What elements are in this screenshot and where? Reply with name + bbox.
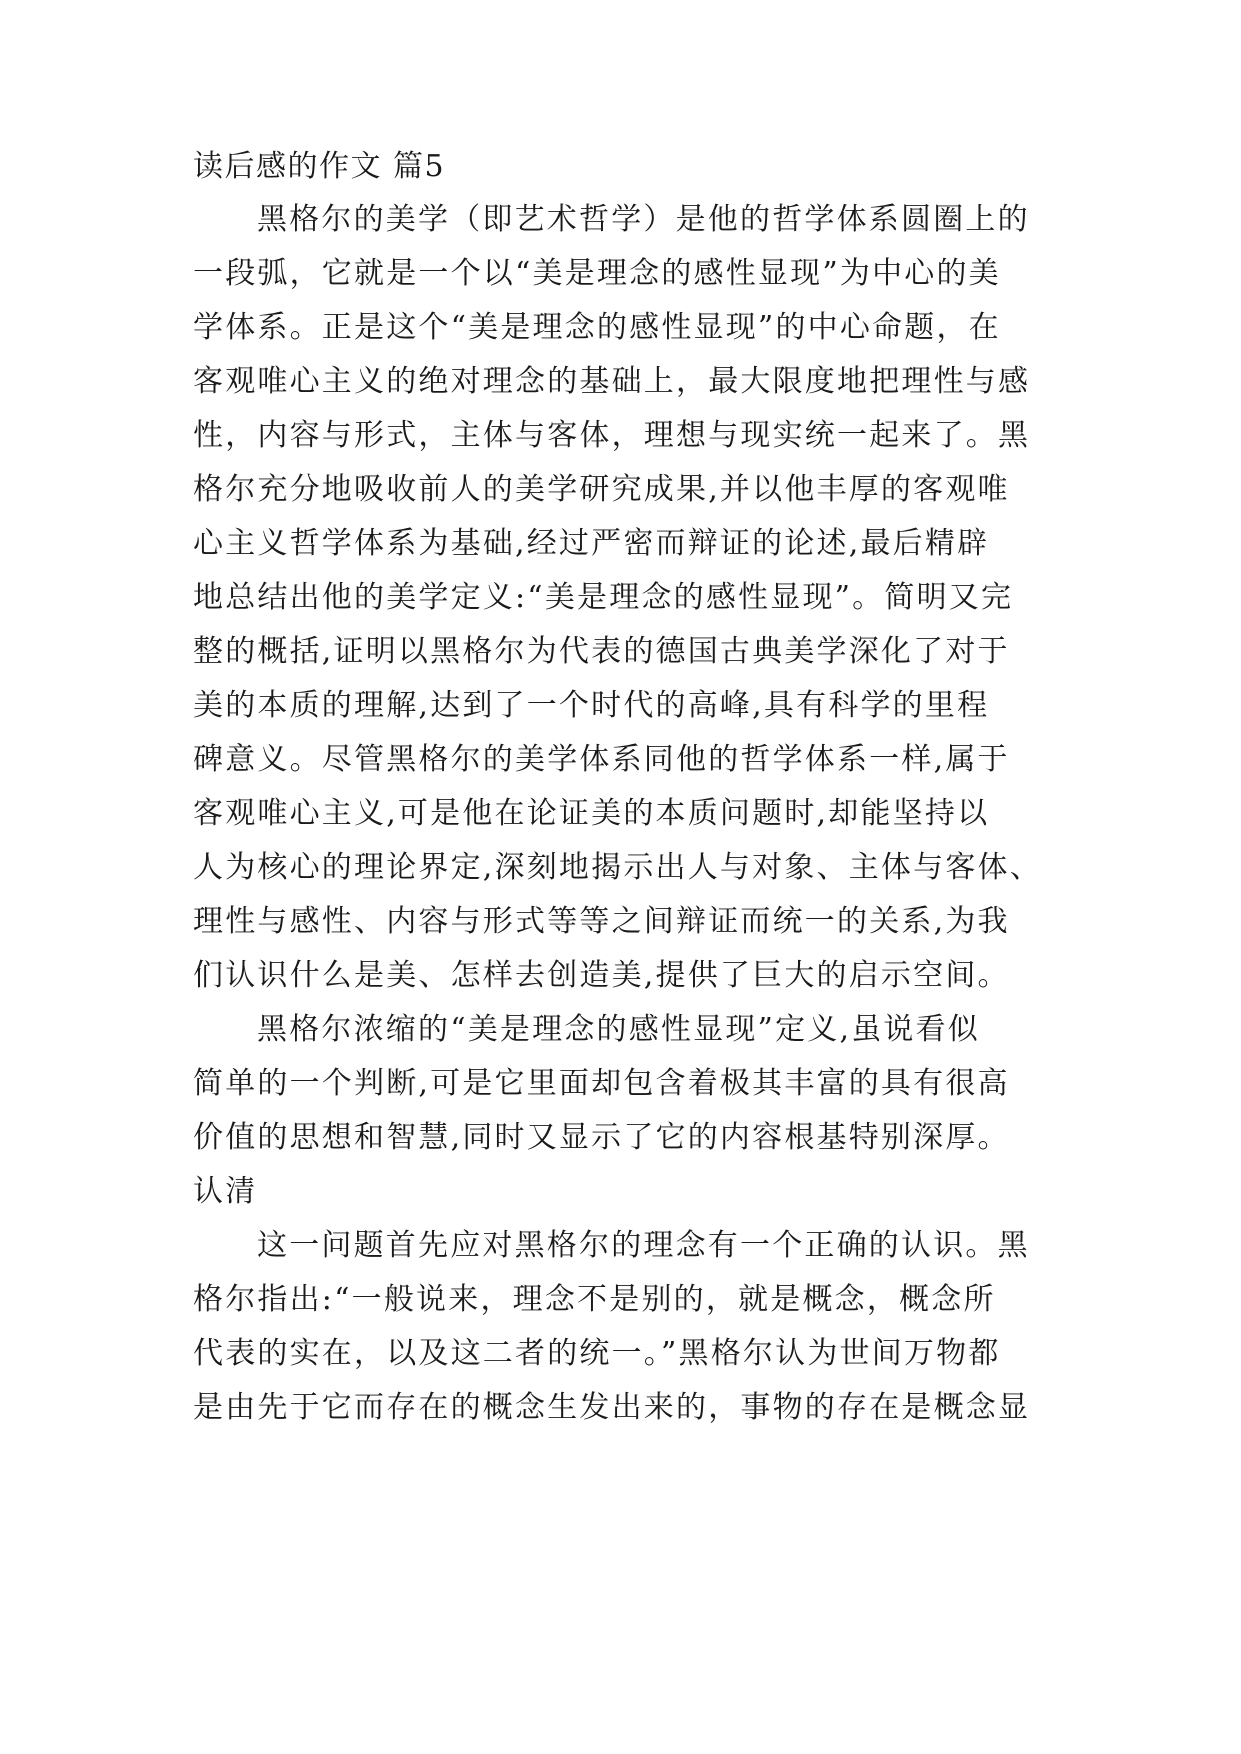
paragraph-line: 黑格尔浓缩的“美是理念的感性显现”定义,虽说看似 <box>257 1012 981 1047</box>
paragraph-line: 格尔指出:“一般说来，理念不是别的，就是概念，概念所 <box>193 1282 996 1317</box>
paragraph-line: 客观唯心主义,可是他在论证美的本质问题时,却能坚持以 <box>193 796 990 831</box>
paragraph-line: 格尔充分地吸收前人的美学研究成果,并以他丰厚的客观唯 <box>193 472 1010 507</box>
paragraph-line: 心主义哲学体系为基础,经过严密而辩证的论述,最后精辟 <box>193 526 990 561</box>
paragraph-line: 美的本质的理解,达到了一个时代的高峰,具有科学的里程 <box>193 688 990 723</box>
paragraph-line: 整的概括,证明以黑格尔为代表的德国古典美学深化了对于 <box>193 634 1010 669</box>
paragraph-line: 代表的实在，以及这二者的统一。”黑格尔认为世间万物都 <box>193 1336 1001 1371</box>
paragraph-line: 这一问题首先应对黑格尔的理念有一个正确的认识。黑 <box>257 1228 1030 1263</box>
document-title: 读后感的作文 篇5 <box>193 149 446 184</box>
paragraph-line: 性，内容与形式，主体与客体，理想与现实统一起来了。黑 <box>193 418 1031 453</box>
paragraph-line: 认清 <box>193 1174 258 1209</box>
paragraph-line: 们认识什么是美、怎样去创造美,提供了巨大的启示空间。 <box>193 958 1010 993</box>
paragraph-line: 学体系。正是这个“美是理念的感性显现”的中心命题，在 <box>193 310 1001 345</box>
paragraph-line: 地总结出他的美学定义:“美是理念的感性显现”。简明又完 <box>193 580 1014 615</box>
paragraph-line: 一段弧，它就是一个以“美是理念的感性显现”为中心的美 <box>193 256 1001 291</box>
paragraph-line: 理性与感性、内容与形式等等之间辩证而统一的关系,为我 <box>193 904 1010 939</box>
paragraph-line: 碑意义。尽管黑格尔的美学体系同他的哲学体系一样,属于 <box>193 742 1010 777</box>
paragraph-line: 客观唯心主义的绝对理念的基础上，最大限度地把理性与感 <box>193 364 1031 399</box>
paragraph-line: 人为核心的理论界定,深刻地揭示出人与对象、主体与客体、 <box>193 850 1042 885</box>
paragraph-line: 价值的思想和智慧,同时又显示了它的内容根基特别深厚。 <box>193 1120 1010 1155</box>
paragraph-line: 黑格尔的美学（即艺术哲学）是他的哲学体系圆圈上的 <box>257 202 1030 237</box>
paragraph-line: 简单的一个判断,可是它里面却包含着极其丰富的具有很高 <box>193 1066 1010 1101</box>
paragraph-line: 是由先于它而存在的概念生发出来的，事物的存在是概念显 <box>193 1390 1031 1425</box>
